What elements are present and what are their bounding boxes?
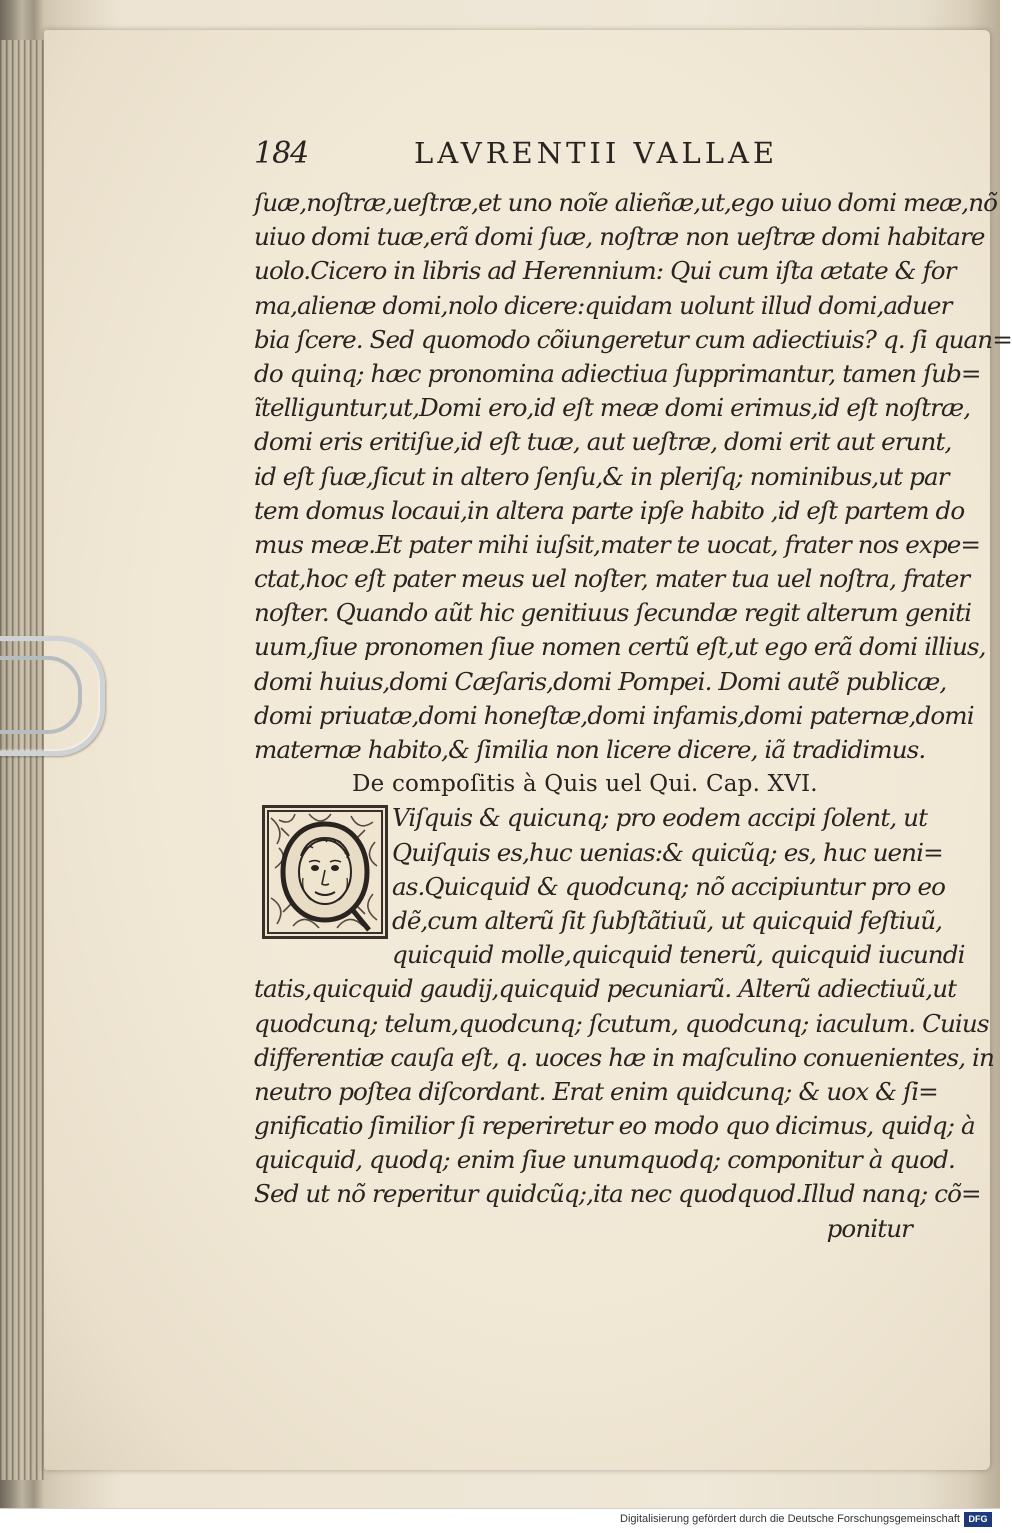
woodcut-face-initial-icon: [262, 805, 388, 939]
text-line: id eſt ſuæ,ſicut in altero ſenſu,& in pleriſq; nominibus,ut par: [254, 461, 949, 491]
text-line: mus meæ.Et pater mihi iuſsit,mater te uocat, frater nos expe=: [254, 529, 981, 559]
text-line: domi priuatæ,domi honeſtæ,domi infamis,domi paternæ,domi: [254, 700, 974, 730]
text-line: Quiſquis es,huc uenias:& quicũq; es, huc ueni=: [392, 837, 943, 867]
text-line: domi eris eritiſue,id eſt tuæ, aut ueſtræ, domi erit aut erunt,: [254, 427, 952, 457]
page-number: 184: [254, 136, 309, 171]
text-line: quodcunq; telum,quodcunq; ſcutum, quodcunq; iaculum. Cuius: [254, 1008, 989, 1038]
text-line: uolo.Cicero in libris ad Herennium: Qui cum iſta ætate & for: [254, 256, 956, 286]
footer-credit: Digitalisierung gefördert durch die Deutsche Forschungsgemeinschaft: [620, 1513, 960, 1525]
text-line: as.Quicquid & quodcunq; nõ accipiuntur pro eo: [392, 871, 946, 901]
text-line: neutro poſtea diſcordant. Erat enim quidcunq; & uox & ſi=: [254, 1076, 938, 1106]
text-line: maternæ habito,& ſimilia non licere dicere, iã tradidimus.: [254, 735, 926, 764]
text-line: ſuæ,noſtræ,ueſtræ,et uno noĩe alieñæ,ut,ego uiuo domi meæ,nõ: [254, 188, 998, 217]
footer-bar: [0, 1508, 1000, 1533]
text-line: dẽ,cum alterũ ſit ſubſtãtiuũ, ut quicquid feſtiuũ,: [392, 905, 943, 935]
text-line: domi huius,domi Cæſaris,domi Pompei. Domi autẽ publicæ,: [254, 666, 947, 696]
dfg-logo: DFG: [964, 1512, 992, 1527]
text-line: ĩtelliguntur,ut,Domi ero,id eſt meæ domi erimus,id eſt noſtræ,: [254, 393, 971, 423]
page-stack-edges: [0, 40, 46, 1480]
text-line: ma,alienæ domi,nolo dicere:quidam uolunt illud domi,aduer: [254, 290, 952, 320]
text-line: Viſquis & quicunq; pro eodem accipi ſolent, ut: [392, 803, 928, 833]
chapter-heading: De compoſitis à Quis uel Qui. Cap. XVI.: [352, 771, 818, 798]
text-line: tem domus locaui,in altera parte ipſe habito ,id eſt partem do: [254, 495, 965, 525]
text-line: noſter. Quando aũt hic genitiuus ſecundæ regit alterum geniti: [254, 598, 972, 628]
page-header: [254, 136, 914, 176]
initial-woodcut-art: [265, 808, 385, 936]
text-line: gnificatio ſimilior ſi reperiretur eo modo quo dicimus, quidq; à: [254, 1111, 975, 1141]
paper-clip-inner: [0, 656, 82, 734]
text-line: Sed ut nõ reperitur quidcũq;,ita nec quodquod.Illud nanq; cõ=: [254, 1179, 981, 1209]
running-head: LAVRENTII VALLAE: [414, 136, 779, 170]
text-line: tatis,quicquid gaudij,quicquid pecuniarũ. Alterũ adiectiuũ,ut: [254, 974, 957, 1004]
text-line: do quinq; hæc pronomina adiectiua ſupprimantur, tamen ſub=: [254, 358, 981, 388]
text-line: uiuo domi tuæ,erã domi ſuæ, noſtræ non ueſtræ domi habitare: [254, 222, 985, 252]
body-text: [254, 186, 1012, 1246]
text-line: uum,ſiue pronomen ſiue nomen certũ eſt,ut ego erã domi illius,: [254, 632, 986, 662]
text-line: ctat,hoc eſt pater meus uel noſter, mater tua uel noſtra, frater: [254, 564, 970, 594]
text-line: quicquid molle,quicquid tenerũ, quicquid iucundi: [392, 940, 965, 970]
text-line: bia ſcere. Sed quomodo cõiungeretur cum adiectiuis? q. ſi quan=: [254, 324, 1012, 354]
catchword: ponitur: [826, 1213, 912, 1243]
text-line: quicquid, quodq; enim ſiue unumquodq; componitur à quod.: [254, 1145, 955, 1175]
text-line: differentiæ cauſa eſt, q. uoces hæ in maſculino conuenientes, in: [254, 1042, 994, 1072]
